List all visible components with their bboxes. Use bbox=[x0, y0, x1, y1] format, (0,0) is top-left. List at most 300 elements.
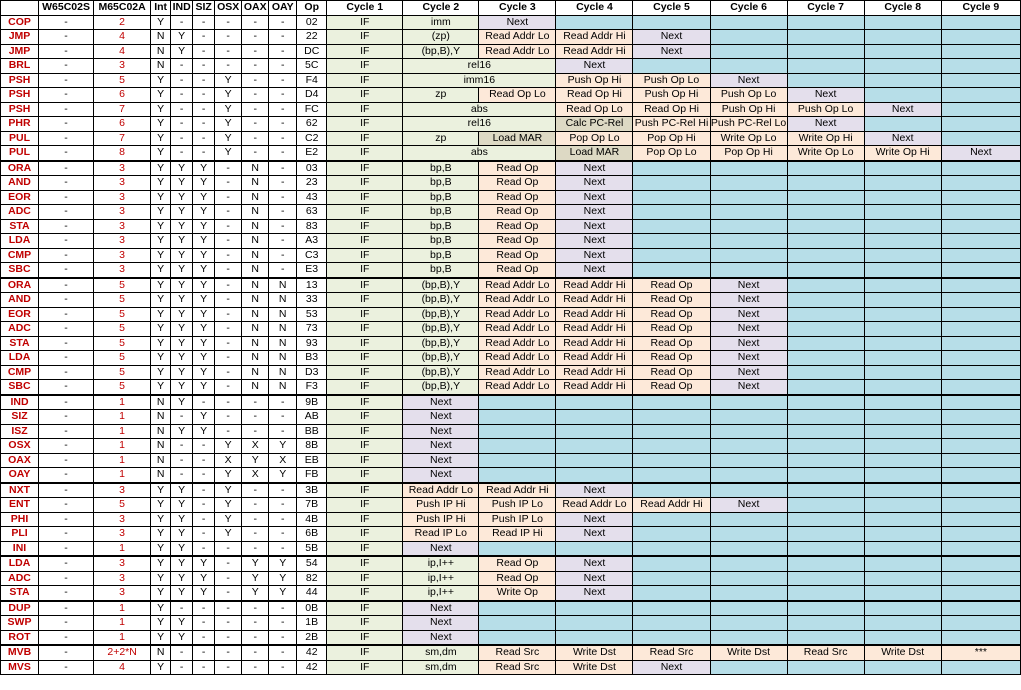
empty-cycle-cell bbox=[787, 190, 864, 205]
empty-cycle-cell bbox=[864, 190, 941, 205]
cycle-cell: Read Src bbox=[787, 645, 864, 660]
flag-cell: - bbox=[269, 176, 297, 191]
cycle-cell: Read Op bbox=[479, 234, 556, 249]
opcode-cell: FB bbox=[297, 468, 327, 483]
cycle-cell: Next bbox=[403, 468, 479, 483]
cycle-cell: Push Op Lo bbox=[787, 102, 864, 117]
flag-cell: - bbox=[215, 263, 242, 278]
empty-cycle-cell bbox=[864, 322, 941, 337]
table-row bbox=[1, 556, 1021, 571]
empty-cycle-cell bbox=[941, 44, 1020, 59]
cycle-cell: Next bbox=[710, 307, 787, 322]
mnemonic-cell: COP bbox=[1, 15, 39, 30]
table-row bbox=[1, 660, 1021, 675]
cycle-cell: Read Op bbox=[633, 307, 710, 322]
table-row bbox=[1, 322, 1021, 337]
flag-cell: Y bbox=[215, 468, 242, 483]
cycle-cell: IF bbox=[327, 468, 403, 483]
empty-cycle-cell bbox=[633, 410, 710, 425]
empty-cycle-cell bbox=[864, 660, 941, 675]
cycle-cell: Read Op bbox=[479, 263, 556, 278]
flag-cell: Y bbox=[171, 336, 193, 351]
empty-cycle-cell bbox=[479, 410, 556, 425]
flag-cell: Y bbox=[171, 190, 193, 205]
opcode-cell: 0B bbox=[297, 601, 327, 616]
flag-cell: N bbox=[269, 336, 297, 351]
flag-cell: - bbox=[215, 380, 242, 395]
flag-cell: N bbox=[151, 439, 171, 454]
flag-cell: - bbox=[269, 527, 297, 542]
mnemonic-cell: BRL bbox=[1, 59, 39, 74]
flag-cell: Y bbox=[171, 161, 193, 176]
empty-cycle-cell bbox=[710, 161, 787, 176]
w65c02s-cell: - bbox=[39, 293, 94, 308]
cycle-cell: IF bbox=[327, 263, 403, 278]
cycle-cell: IF bbox=[327, 234, 403, 249]
cycle-cell: ip,I++ bbox=[403, 586, 479, 601]
flag-cell: Y bbox=[193, 161, 215, 176]
cycle-cell: Next bbox=[710, 365, 787, 380]
flag-cell: - bbox=[215, 307, 242, 322]
flag-cell: N bbox=[242, 248, 269, 263]
flag-cell: Y bbox=[171, 205, 193, 220]
flag-cell: - bbox=[215, 44, 242, 59]
flag-cell: - bbox=[269, 30, 297, 45]
flag-cell: Y bbox=[171, 248, 193, 263]
mnemonic-cell: MVS bbox=[1, 660, 39, 675]
flag-cell: Y bbox=[151, 117, 171, 132]
empty-cycle-cell bbox=[941, 263, 1020, 278]
flag-cell: - bbox=[193, 59, 215, 74]
flag-cell: Y bbox=[151, 601, 171, 616]
flag-cell: - bbox=[215, 351, 242, 366]
empty-cycle-cell bbox=[710, 234, 787, 249]
cycle-cell: IF bbox=[327, 59, 403, 74]
empty-cycle-cell bbox=[941, 176, 1020, 191]
cycle-count-cell: 3 bbox=[94, 234, 151, 249]
flag-cell: - bbox=[215, 601, 242, 616]
mnemonic-cell: OSX bbox=[1, 439, 39, 454]
table-row bbox=[1, 424, 1021, 439]
cycle-cell: Read Addr Lo bbox=[479, 293, 556, 308]
empty-cycle-cell bbox=[864, 468, 941, 483]
table-row bbox=[1, 278, 1021, 293]
table-row bbox=[1, 571, 1021, 586]
cycle-cell: Read Op Lo bbox=[556, 102, 633, 117]
flag-cell: Y bbox=[151, 176, 171, 191]
flag-cell: Y bbox=[193, 365, 215, 380]
mnemonic-cell: INI bbox=[1, 541, 39, 556]
table-row bbox=[1, 336, 1021, 351]
cycle-cell: Write Op Lo bbox=[710, 131, 787, 146]
cycle-count-cell: 3 bbox=[94, 483, 151, 498]
cycle-cell: Read Op bbox=[633, 278, 710, 293]
flag-cell: Y bbox=[193, 586, 215, 601]
cycle-cell: IF bbox=[327, 205, 403, 220]
w65c02s-cell: - bbox=[39, 219, 94, 234]
empty-cycle-cell bbox=[710, 630, 787, 645]
cycle-cell: imm16 bbox=[403, 73, 556, 88]
cycle-cell: Read Addr Hi bbox=[556, 380, 633, 395]
table-row bbox=[1, 365, 1021, 380]
w65c02s-cell: - bbox=[39, 351, 94, 366]
table-row bbox=[1, 616, 1021, 631]
flag-cell: - bbox=[215, 571, 242, 586]
empty-cycle-cell bbox=[864, 351, 941, 366]
empty-cycle-cell bbox=[864, 410, 941, 425]
empty-cycle-cell bbox=[710, 527, 787, 542]
cycle-cell: Pop Op Lo bbox=[556, 131, 633, 146]
flag-cell: N bbox=[242, 190, 269, 205]
flag-cell: - bbox=[215, 205, 242, 220]
cycle-count-cell: 4 bbox=[94, 30, 151, 45]
header-cell: Cycle 6 bbox=[710, 1, 787, 16]
mnemonic-cell: SIZ bbox=[1, 410, 39, 425]
opcode-cell: D4 bbox=[297, 88, 327, 103]
w65c02s-cell: - bbox=[39, 410, 94, 425]
opcode-cell: 2B bbox=[297, 630, 327, 645]
cycle-cell: Write Op Lo bbox=[787, 146, 864, 161]
cycle-cell: IF bbox=[327, 88, 403, 103]
empty-cycle-cell bbox=[941, 248, 1020, 263]
table-row bbox=[1, 263, 1021, 278]
cycle-count-cell: 1 bbox=[94, 453, 151, 468]
flag-cell: - bbox=[269, 117, 297, 132]
cycle-cell: IF bbox=[327, 601, 403, 616]
mnemonic-cell: ORA bbox=[1, 161, 39, 176]
flag-cell: - bbox=[269, 234, 297, 249]
header-cell: Cycle 2 bbox=[403, 1, 479, 16]
flag-cell: - bbox=[269, 498, 297, 513]
empty-cycle-cell bbox=[941, 380, 1020, 395]
table-row bbox=[1, 586, 1021, 601]
flag-cell: Y bbox=[151, 205, 171, 220]
empty-cycle-cell bbox=[864, 15, 941, 30]
cycle-count-cell: 3 bbox=[94, 190, 151, 205]
flag-cell: Y bbox=[215, 439, 242, 454]
opcode-cell: B3 bbox=[297, 351, 327, 366]
empty-cycle-cell bbox=[941, 630, 1020, 645]
empty-cycle-cell bbox=[941, 30, 1020, 45]
empty-cycle-cell bbox=[787, 541, 864, 556]
flag-cell: Y bbox=[269, 556, 297, 571]
empty-cycle-cell bbox=[864, 73, 941, 88]
flag-cell: - bbox=[171, 73, 193, 88]
cycle-cell: Next bbox=[556, 59, 633, 74]
cycle-cell: Pop Op Hi bbox=[633, 131, 710, 146]
flag-cell: Y bbox=[151, 660, 171, 675]
flag-cell: - bbox=[215, 541, 242, 556]
w65c02s-cell: - bbox=[39, 453, 94, 468]
opcode-cell: 82 bbox=[297, 571, 327, 586]
flag-cell: Y bbox=[193, 571, 215, 586]
empty-cycle-cell bbox=[787, 219, 864, 234]
w65c02s-cell: - bbox=[39, 512, 94, 527]
flag-cell: N bbox=[242, 205, 269, 220]
empty-cycle-cell bbox=[710, 248, 787, 263]
cycle-cell: Pop Op Hi bbox=[710, 146, 787, 161]
mnemonic-cell: JMP bbox=[1, 44, 39, 59]
cycle-cell: IF bbox=[327, 30, 403, 45]
cycle-cell: Read Addr Hi bbox=[556, 44, 633, 59]
empty-cycle-cell bbox=[710, 44, 787, 59]
flag-cell: N bbox=[242, 293, 269, 308]
flag-cell: - bbox=[215, 293, 242, 308]
mnemonic-cell: DUP bbox=[1, 601, 39, 616]
cycle-cell: Read Addr Lo bbox=[479, 278, 556, 293]
flag-cell: Y bbox=[151, 102, 171, 117]
w65c02s-cell: - bbox=[39, 616, 94, 631]
w65c02s-cell: - bbox=[39, 117, 94, 132]
empty-cycle-cell bbox=[864, 234, 941, 249]
cycle-cell: Read Op bbox=[479, 190, 556, 205]
cycle-cell: Next bbox=[864, 102, 941, 117]
opcode-cell: 13 bbox=[297, 278, 327, 293]
cycle-cell: Read Op bbox=[633, 380, 710, 395]
opcode-cell: 54 bbox=[297, 556, 327, 571]
flag-cell: Y bbox=[151, 527, 171, 542]
flag-cell: Y bbox=[171, 278, 193, 293]
cycle-cell: Next bbox=[710, 498, 787, 513]
empty-cycle-cell bbox=[864, 630, 941, 645]
flag-cell: - bbox=[171, 131, 193, 146]
flag-cell: - bbox=[215, 616, 242, 631]
opcode-cell: C2 bbox=[297, 131, 327, 146]
cycle-count-cell: 3 bbox=[94, 556, 151, 571]
flag-cell: - bbox=[215, 248, 242, 263]
w65c02s-cell: - bbox=[39, 527, 94, 542]
table-row bbox=[1, 410, 1021, 425]
flag-cell: - bbox=[171, 453, 193, 468]
flag-cell: - bbox=[215, 336, 242, 351]
cycle-cell: Push IP Lo bbox=[479, 498, 556, 513]
flag-cell: Y bbox=[171, 586, 193, 601]
empty-cycle-cell bbox=[941, 527, 1020, 542]
cycle-cell: (bp,B),Y bbox=[403, 380, 479, 395]
mnemonic-cell: SBC bbox=[1, 263, 39, 278]
flag-cell: - bbox=[193, 601, 215, 616]
empty-cycle-cell bbox=[941, 219, 1020, 234]
table-row bbox=[1, 498, 1021, 513]
mnemonic-cell: ROT bbox=[1, 630, 39, 645]
table-row bbox=[1, 59, 1021, 74]
mnemonic-cell: ISZ bbox=[1, 424, 39, 439]
flag-cell: - bbox=[242, 44, 269, 59]
cycle-cell: Next bbox=[403, 395, 479, 410]
empty-cycle-cell bbox=[787, 234, 864, 249]
cycle-cell: Load MAR bbox=[556, 146, 633, 161]
w65c02s-cell: - bbox=[39, 439, 94, 454]
w65c02s-cell: - bbox=[39, 336, 94, 351]
header-cell: SIZ bbox=[193, 1, 215, 16]
cycle-cell: rel16 bbox=[403, 59, 556, 74]
flag-cell: X bbox=[215, 453, 242, 468]
cycle-count-cell: 6 bbox=[94, 88, 151, 103]
cycle-cell: IF bbox=[327, 73, 403, 88]
mnemonic-cell: NXT bbox=[1, 483, 39, 498]
mnemonic-cell: ENT bbox=[1, 498, 39, 513]
cycle-cell: IF bbox=[327, 117, 403, 132]
cycle-cell: Read Addr Lo bbox=[479, 307, 556, 322]
cycle-count-cell: 3 bbox=[94, 512, 151, 527]
empty-cycle-cell bbox=[787, 483, 864, 498]
cycle-cell: abs bbox=[403, 102, 556, 117]
flag-cell: - bbox=[215, 645, 242, 660]
flag-cell: Y bbox=[171, 395, 193, 410]
empty-cycle-cell bbox=[787, 424, 864, 439]
opcode-cell: 22 bbox=[297, 30, 327, 45]
flag-cell: Y bbox=[193, 248, 215, 263]
w65c02s-cell: - bbox=[39, 586, 94, 601]
cycle-count-cell: 1 bbox=[94, 439, 151, 454]
flag-cell: N bbox=[242, 351, 269, 366]
header-cell: Cycle 1 bbox=[327, 1, 403, 16]
flag-cell: Y bbox=[151, 219, 171, 234]
flag-cell: - bbox=[242, 102, 269, 117]
empty-cycle-cell bbox=[941, 59, 1020, 74]
mnemonic-cell: PUL bbox=[1, 146, 39, 161]
table-row bbox=[1, 190, 1021, 205]
empty-cycle-cell bbox=[787, 660, 864, 675]
flag-cell: - bbox=[269, 660, 297, 675]
empty-cycle-cell bbox=[633, 630, 710, 645]
empty-cycle-cell bbox=[864, 498, 941, 513]
flag-cell: - bbox=[269, 59, 297, 74]
flag-cell: Y bbox=[215, 88, 242, 103]
flag-cell: Y bbox=[151, 161, 171, 176]
empty-cycle-cell bbox=[864, 336, 941, 351]
empty-cycle-cell bbox=[941, 234, 1020, 249]
flag-cell: - bbox=[193, 395, 215, 410]
flag-cell: - bbox=[269, 219, 297, 234]
flag-cell: - bbox=[269, 131, 297, 146]
flag-cell: Y bbox=[171, 512, 193, 527]
flag-cell: Y bbox=[151, 586, 171, 601]
cycle-cell: IF bbox=[327, 380, 403, 395]
empty-cycle-cell bbox=[941, 278, 1020, 293]
empty-cycle-cell bbox=[941, 307, 1020, 322]
cycle-count-cell: 3 bbox=[94, 176, 151, 191]
cycle-cell: Push IP Hi bbox=[403, 498, 479, 513]
opcode-cell: 63 bbox=[297, 205, 327, 220]
empty-cycle-cell bbox=[941, 512, 1020, 527]
cycle-cell: Next bbox=[556, 483, 633, 498]
flag-cell: - bbox=[269, 483, 297, 498]
empty-cycle-cell bbox=[941, 453, 1020, 468]
opcode-cell: 42 bbox=[297, 660, 327, 675]
cycle-count-cell: 1 bbox=[94, 410, 151, 425]
cycle-cell: Read Addr Hi bbox=[556, 293, 633, 308]
flag-cell: N bbox=[151, 645, 171, 660]
empty-cycle-cell bbox=[941, 410, 1020, 425]
empty-cycle-cell bbox=[787, 205, 864, 220]
flag-cell: - bbox=[193, 512, 215, 527]
empty-cycle-cell bbox=[864, 161, 941, 176]
flag-cell: - bbox=[193, 453, 215, 468]
empty-cycle-cell bbox=[633, 248, 710, 263]
mnemonic-cell: STA bbox=[1, 586, 39, 601]
cycle-count-cell: 1 bbox=[94, 395, 151, 410]
cycle-cell: Next bbox=[556, 219, 633, 234]
flag-cell: - bbox=[215, 30, 242, 45]
empty-cycle-cell bbox=[633, 439, 710, 454]
cycle-cell: IF bbox=[327, 336, 403, 351]
flag-cell: - bbox=[242, 395, 269, 410]
empty-cycle-cell bbox=[941, 395, 1020, 410]
cycle-cell: Next bbox=[710, 278, 787, 293]
cycle-cell: Push PC-Rel Lo bbox=[710, 117, 787, 129]
empty-cycle-cell bbox=[864, 483, 941, 498]
cycle-count-cell: 1 bbox=[94, 616, 151, 631]
cycle-cell: Next bbox=[787, 88, 864, 103]
empty-cycle-cell bbox=[787, 161, 864, 176]
empty-cycle-cell bbox=[633, 616, 710, 631]
flag-cell: Y bbox=[171, 176, 193, 191]
mnemonic-cell: STA bbox=[1, 219, 39, 234]
opcode-cell: AB bbox=[297, 410, 327, 425]
empty-cycle-cell bbox=[479, 541, 556, 556]
table-row bbox=[1, 102, 1021, 117]
flag-cell: Y bbox=[171, 219, 193, 234]
flag-cell: Y bbox=[151, 556, 171, 571]
cycle-cell: Next bbox=[633, 660, 710, 675]
empty-cycle-cell bbox=[864, 59, 941, 74]
empty-cycle-cell bbox=[787, 601, 864, 616]
empty-cycle-cell bbox=[556, 395, 633, 410]
w65c02s-cell: - bbox=[39, 645, 94, 660]
flag-cell: - bbox=[215, 322, 242, 337]
empty-cycle-cell bbox=[864, 571, 941, 586]
flag-cell: Y bbox=[151, 630, 171, 645]
empty-cycle-cell bbox=[787, 307, 864, 322]
flag-cell: Y bbox=[215, 102, 242, 117]
cycle-cell: Push Op Lo bbox=[633, 73, 710, 88]
mnemonic-cell: EOR bbox=[1, 307, 39, 322]
flag-cell: Y bbox=[151, 146, 171, 161]
empty-cycle-cell bbox=[787, 380, 864, 395]
cycle-count-cell: 1 bbox=[94, 601, 151, 616]
empty-cycle-cell bbox=[864, 44, 941, 59]
flag-cell: - bbox=[269, 616, 297, 631]
header-cell: Cycle 9 bbox=[941, 1, 1020, 16]
flag-cell: - bbox=[215, 556, 242, 571]
w65c02s-cell: - bbox=[39, 468, 94, 483]
cycle-cell: zp bbox=[403, 131, 479, 146]
cycle-cell: Next bbox=[633, 44, 710, 59]
cycle-cell: Read Op Hi bbox=[633, 102, 710, 117]
flag-cell: N bbox=[151, 424, 171, 439]
cycle-cell: *** bbox=[941, 645, 1020, 660]
empty-cycle-cell bbox=[864, 278, 941, 293]
flag-cell: N bbox=[269, 351, 297, 366]
flag-cell: Y bbox=[151, 351, 171, 366]
empty-cycle-cell bbox=[633, 190, 710, 205]
cycle-count-cell: 5 bbox=[94, 307, 151, 322]
flag-cell: Y bbox=[269, 468, 297, 483]
opcode-cell: 4B bbox=[297, 512, 327, 527]
cycle-cell: Read Op Hi bbox=[556, 88, 633, 103]
empty-cycle-cell bbox=[941, 556, 1020, 571]
flag-cell: Y bbox=[171, 541, 193, 556]
cycle-cell: Read Addr Hi bbox=[556, 365, 633, 380]
flag-cell: - bbox=[215, 365, 242, 380]
flag-cell: N bbox=[151, 30, 171, 45]
mnemonic-cell: ADC bbox=[1, 571, 39, 586]
cycle-cell: Read Addr Lo bbox=[479, 365, 556, 380]
flag-cell: - bbox=[269, 161, 297, 176]
flag-cell: - bbox=[193, 15, 215, 30]
cycle-cell: ip,I++ bbox=[403, 556, 479, 571]
